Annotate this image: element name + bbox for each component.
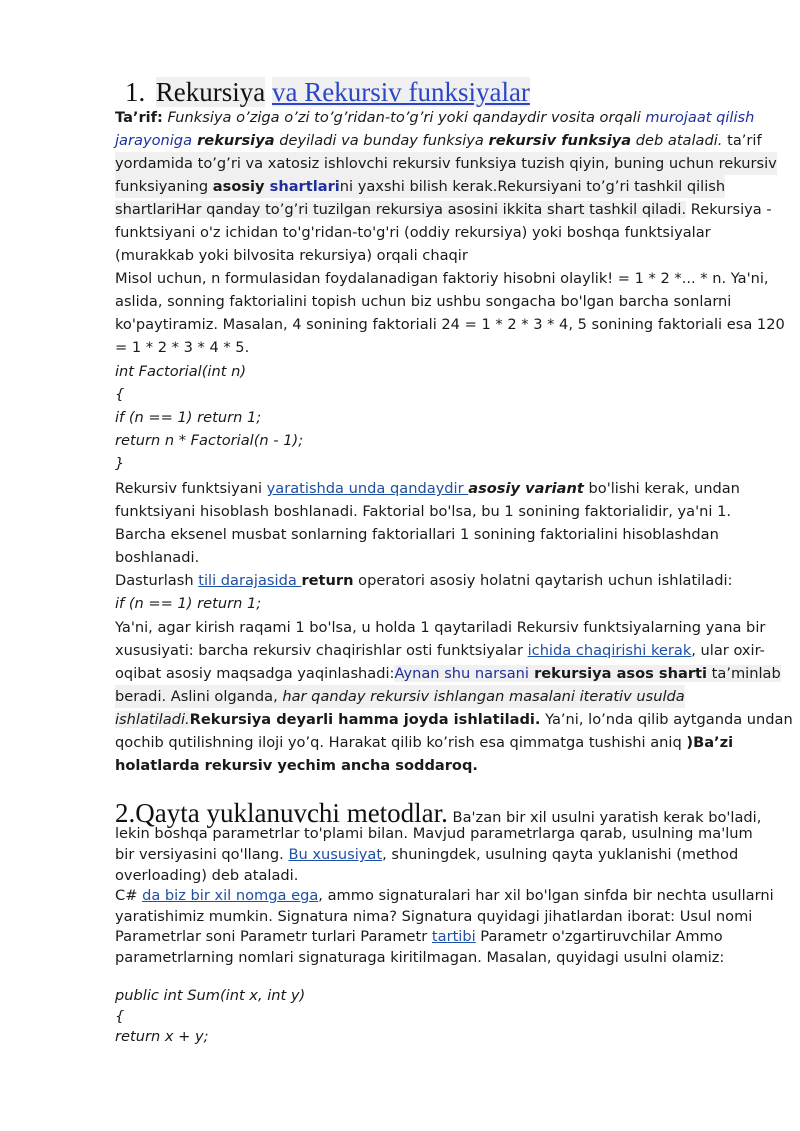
section2-heading-line: 2.Qayta yuklanuvchi metodlar. Ba'zan bir xil usulni yaratish kerak bo'ladi, <box>115 798 762 828</box>
paragraph-line: = 1 * 2 * 3 * 4 * 5. <box>115 339 250 356</box>
inline-link[interactable]: tili darajasida <box>198 572 302 589</box>
paragraph-line: Misol uchun, n formulasidan foydalanadigan faktoriy hisobni olaylik! = 1 * 2 *... * n. Ya'ni, <box>115 270 769 287</box>
paragraph-line: xususiyati: barcha rekursiv chaqirishlar osti funktsiyalar ichida chaqirishi kerak, ular oxir- <box>115 642 765 659</box>
paragraph-line: beradi. Aslini olganda, har qanday rekursiv ishlangan masalani iterativ usulda <box>115 685 685 708</box>
paragraph-line: ishlatiladi.Rekursiya deyarli hamma joyda ishlatiladi. Ya’ni, lo’nda qilib aytganda undan <box>115 711 793 728</box>
paragraph-line: Barcha eksenel musbat sonlarning faktoriallari 1 sonining faktorialini hisoblashdan <box>115 526 719 543</box>
paragraph-line: Ta’rif: Funksiya o’ziga o’zi to’g’ridan-to’g’ri yoki qandaydir vosita orqali murojaat qilish <box>115 109 755 126</box>
paragraph-line: C# da biz bir xil nomga ega, ammo signaturalari har xil bo'lgan sinfda bir nechta usullarni <box>115 887 774 904</box>
inline-link[interactable]: Bu xususiyat <box>288 846 383 863</box>
heading-number: 1. <box>125 77 146 107</box>
paragraph-line: overloading) deb ataladi. <box>115 867 299 884</box>
code-line: int Factorial(int n) <box>115 363 247 380</box>
paragraph-line: boshlanadi. <box>115 549 200 566</box>
definition-label: Ta’rif: <box>115 109 163 126</box>
code-line: if (n == 1) return 1; <box>115 409 262 426</box>
paragraph-line: aslida, sonning faktorialini topish uchun biz ushbu songacha bo'lgan barcha sonlarni <box>115 293 732 310</box>
paragraph-line: ko'paytiramiz. Masalan, 4 sonining faktoriali 24 = 1 * 2 * 3 * 4, 5 sonining faktoriali esa 120 <box>115 316 785 333</box>
paragraph-line: holatlarda rekursiv yechim ancha soddaroq. <box>115 757 478 774</box>
inline-link[interactable]: yaratishda unda qandaydir <box>266 480 469 497</box>
paragraph-line: parametrlarning nomlari signaturaga kiritilmagan. Masalan, quyidagi usulni olamiz: <box>115 949 725 966</box>
heading-rekursiya <box>125 76 530 108</box>
inline-link[interactable]: da biz bir xil nomga ega <box>142 887 319 904</box>
paragraph-line: Parametrlar soni Parametr turlari Parametr tartibi Parametr o'zgartiruvchilar Ammo <box>115 928 723 945</box>
heading-link[interactable]: va Rekursiv funksiyalar <box>271 77 530 107</box>
code-line: { <box>115 1008 125 1025</box>
code-line: return x + y; <box>115 1028 209 1045</box>
paragraph-line: funksiyaning asosiy shartlarini yaxshi bilish kerak.Rekursiyani to’g’ri tashkil qilish <box>115 175 725 198</box>
inline-link[interactable]: tartibi <box>431 928 476 945</box>
paragraph-line: yordamida to’g’ri va xatosiz ishlovchi rekursiv funksiya tuzish qiyin, buning uchun rekursiv <box>115 152 777 175</box>
code-line: { <box>115 386 125 403</box>
paragraph-line: shartlariHar qanday to’g’ri tuzilgan rekursiya asosini ikkita shart tashkil qiladi. Rekursiya - <box>115 201 772 218</box>
paragraph-line: (murakkab yoki bilvosita rekursiya) orqali chaqir <box>115 247 468 264</box>
paragraph-line: lekin boshqa parametrlar to'plami bilan. Mavjud parametrlarga qarab, usulning ma'lum <box>115 825 753 842</box>
paragraph-line: yaratishimiz mumkin. Signatura nima? Signatura quyidagi jihatlardan iborat: Usul nomi <box>115 908 753 925</box>
code-line: if (n == 1) return 1; <box>115 595 262 612</box>
paragraph-line: funktsiyani hisoblash boshlanadi. Faktorial bo'lsa, bu 1 sonining faktorialidir, ya'ni 1. <box>115 503 731 520</box>
paragraph-line: Dasturlash tili darajasida return operatori asosiy holatni qaytarish uchun ishlatiladi: <box>115 572 733 589</box>
code-line: } <box>115 455 125 472</box>
heading-text: Rekursiya <box>155 77 266 107</box>
paragraph-line: qochib qutilishning iloji yo’q. Harakat qilib ko’rish esa qimmatga tushishi aniq )Ba’zi <box>115 734 734 751</box>
paragraph-line: jarayoniga rekursiya deyiladi va bunday funksiya rekursiv funksiya deb ataladi. ta’rif <box>115 132 762 149</box>
paragraph-line: Ya'ni, agar kirish raqami 1 bo'lsa, u holda 1 qaytariladi Rekursiv funktsiyalarning yana bir <box>115 619 766 636</box>
paragraph-line: Rekursiv funktsiyani yaratishda unda qandaydir asosiy variant bo'lishi kerak, undan <box>115 480 740 497</box>
paragraph-line: oqibat asosiy maqsadga yaqinlashadi:Aynan shu narsani rekursiya asos sharti ta’minlab <box>115 665 781 682</box>
code-line: public int Sum(int x, int y) <box>115 987 306 1004</box>
paragraph-line: funktsiyani o'z ichidan to'g'ridan-to'g'ri (oddiy rekursiya) yoki boshqa funktsiyalar <box>115 224 711 241</box>
code-line: return n * Factorial(n - 1); <box>115 432 304 449</box>
section2-heading: 2.Qayta yuklanuvchi metodlar. <box>115 798 448 828</box>
inline-link[interactable]: ichida chaqirishi kerak <box>527 642 692 659</box>
paragraph-line: bir versiyasini qo'llang. Bu xususiyat, shuningdek, usulning qayta yuklanishi (method <box>115 846 739 863</box>
